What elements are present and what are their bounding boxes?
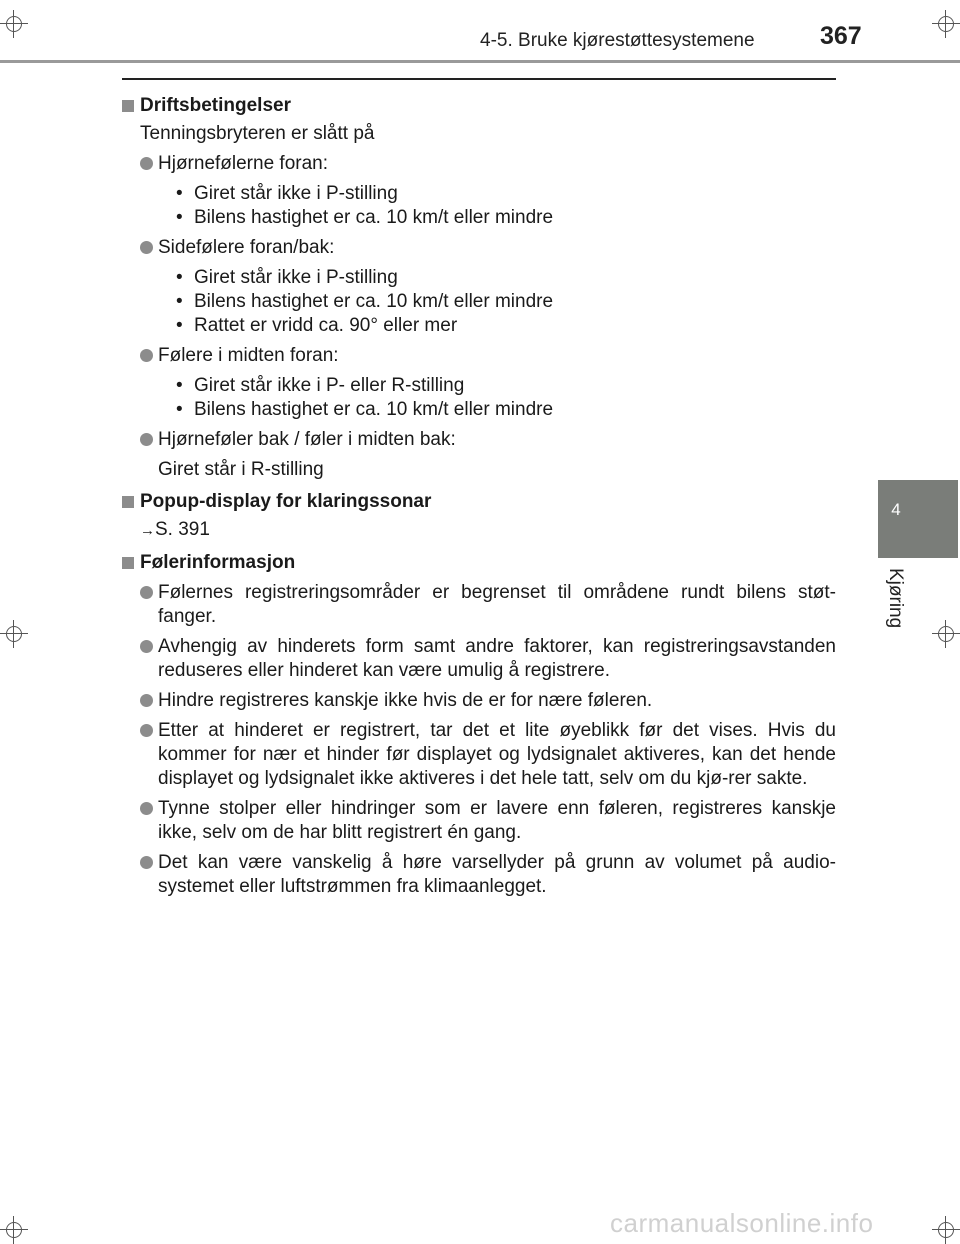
sub-list-item: • Giret står ikke i P-stilling	[176, 267, 398, 288]
list-item: Etter at hinderet er registrert, tar det et lite øyeblikk før det vises. Hvis du kommer for nær et hinder før displayet og lydsignalet aktiveres, kan det hende displayet og lydsignalet ikke aktiveres i det hele tatt, selv om du kjø-rer sakte.	[122, 719, 836, 791]
sub-list-item: • Rattet er vridd ca. 90° eller mer	[176, 315, 458, 336]
square-bullet-icon	[122, 100, 134, 112]
list-item: Hjørnefølerne foran:	[122, 152, 836, 176]
crop-mark	[0, 10, 28, 38]
section-heading: Driftsbetingelser	[122, 94, 836, 118]
crop-mark	[0, 620, 28, 648]
sub-list	[122, 182, 836, 230]
crop-mark	[932, 620, 960, 648]
list-item: Tynne stolper eller hindringer som er lavere enn føleren, registreres kanskje ikke, selv om de har blitt registrert én gang.	[122, 797, 836, 845]
square-bullet-icon	[122, 557, 134, 569]
arrow-right-icon: →	[140, 522, 155, 539]
content-rule	[122, 78, 836, 80]
list-item-detail: Giret står i R-stilling	[158, 459, 324, 480]
page-reference[interactable]: →S. 391	[140, 519, 210, 540]
circle-bullet-icon	[140, 856, 153, 869]
square-bullet-icon	[122, 496, 134, 508]
page-number: 367	[820, 22, 862, 50]
circle-bullet-icon	[140, 157, 153, 170]
circle-bullet-icon	[140, 586, 153, 599]
sub-list-item: • Giret står ikke i P- eller R-stilling	[176, 375, 465, 396]
header-title: 4-5. Bruke kjørestøttesystemene	[480, 30, 755, 51]
circle-bullet-icon	[140, 724, 153, 737]
circle-bullet-icon	[140, 802, 153, 815]
crop-mark	[0, 1216, 28, 1244]
list-item: Avhengig av hinderets form samt andre faktorer, kan registreringsavstanden reduseres eller hinderet kan være umulig å registrere.	[122, 635, 836, 683]
header-line	[0, 60, 960, 63]
chapter-tab-label: Kjøring	[885, 568, 906, 629]
circle-bullet-icon	[140, 640, 153, 653]
list-item: Det kan være vanskelig å høre varsellyder på grunn av volumet på audio-systemet eller luftstrømmen fra klimaanlegget.	[122, 851, 836, 899]
sub-list-item: • Bilens hastighet er ca. 10 km/t eller mindre	[176, 399, 554, 420]
crop-mark	[932, 10, 960, 38]
circle-bullet-icon	[140, 433, 153, 446]
chapter-tab-number: 4	[891, 500, 901, 519]
section-intro: Tenningsbryteren er slått på	[140, 123, 375, 144]
sub-list	[122, 374, 836, 422]
circle-bullet-icon	[140, 349, 153, 362]
sub-list-item: • Bilens hastighet er ca. 10 km/t eller mindre	[176, 207, 554, 228]
crop-mark	[932, 1216, 960, 1244]
circle-bullet-icon	[140, 241, 153, 254]
list-item: Følernes registreringsområder er begrenset til områdene rundt bilens støt-fanger.	[122, 581, 836, 629]
sub-list	[122, 266, 836, 338]
list-item: Hjørneføler bak / føler i midten bak:	[122, 428, 836, 452]
watermark: carmanualsonline.info	[610, 1208, 874, 1238]
circle-bullet-icon	[140, 694, 153, 707]
list-item: Følere i midten foran:	[122, 344, 836, 368]
page-content	[122, 90, 836, 899]
list-item: Hindre registreres kanskje ikke hvis de er for nære føleren.	[122, 689, 836, 713]
section-heading: Følerinformasjon	[122, 551, 836, 575]
sub-list-item: • Giret står ikke i P-stilling	[176, 183, 398, 204]
sub-list-item: • Bilens hastighet er ca. 10 km/t eller mindre	[176, 291, 554, 312]
list-item: Sidefølere foran/bak:	[122, 236, 836, 260]
section-heading: Popup-display for klaringssonar	[122, 490, 836, 514]
